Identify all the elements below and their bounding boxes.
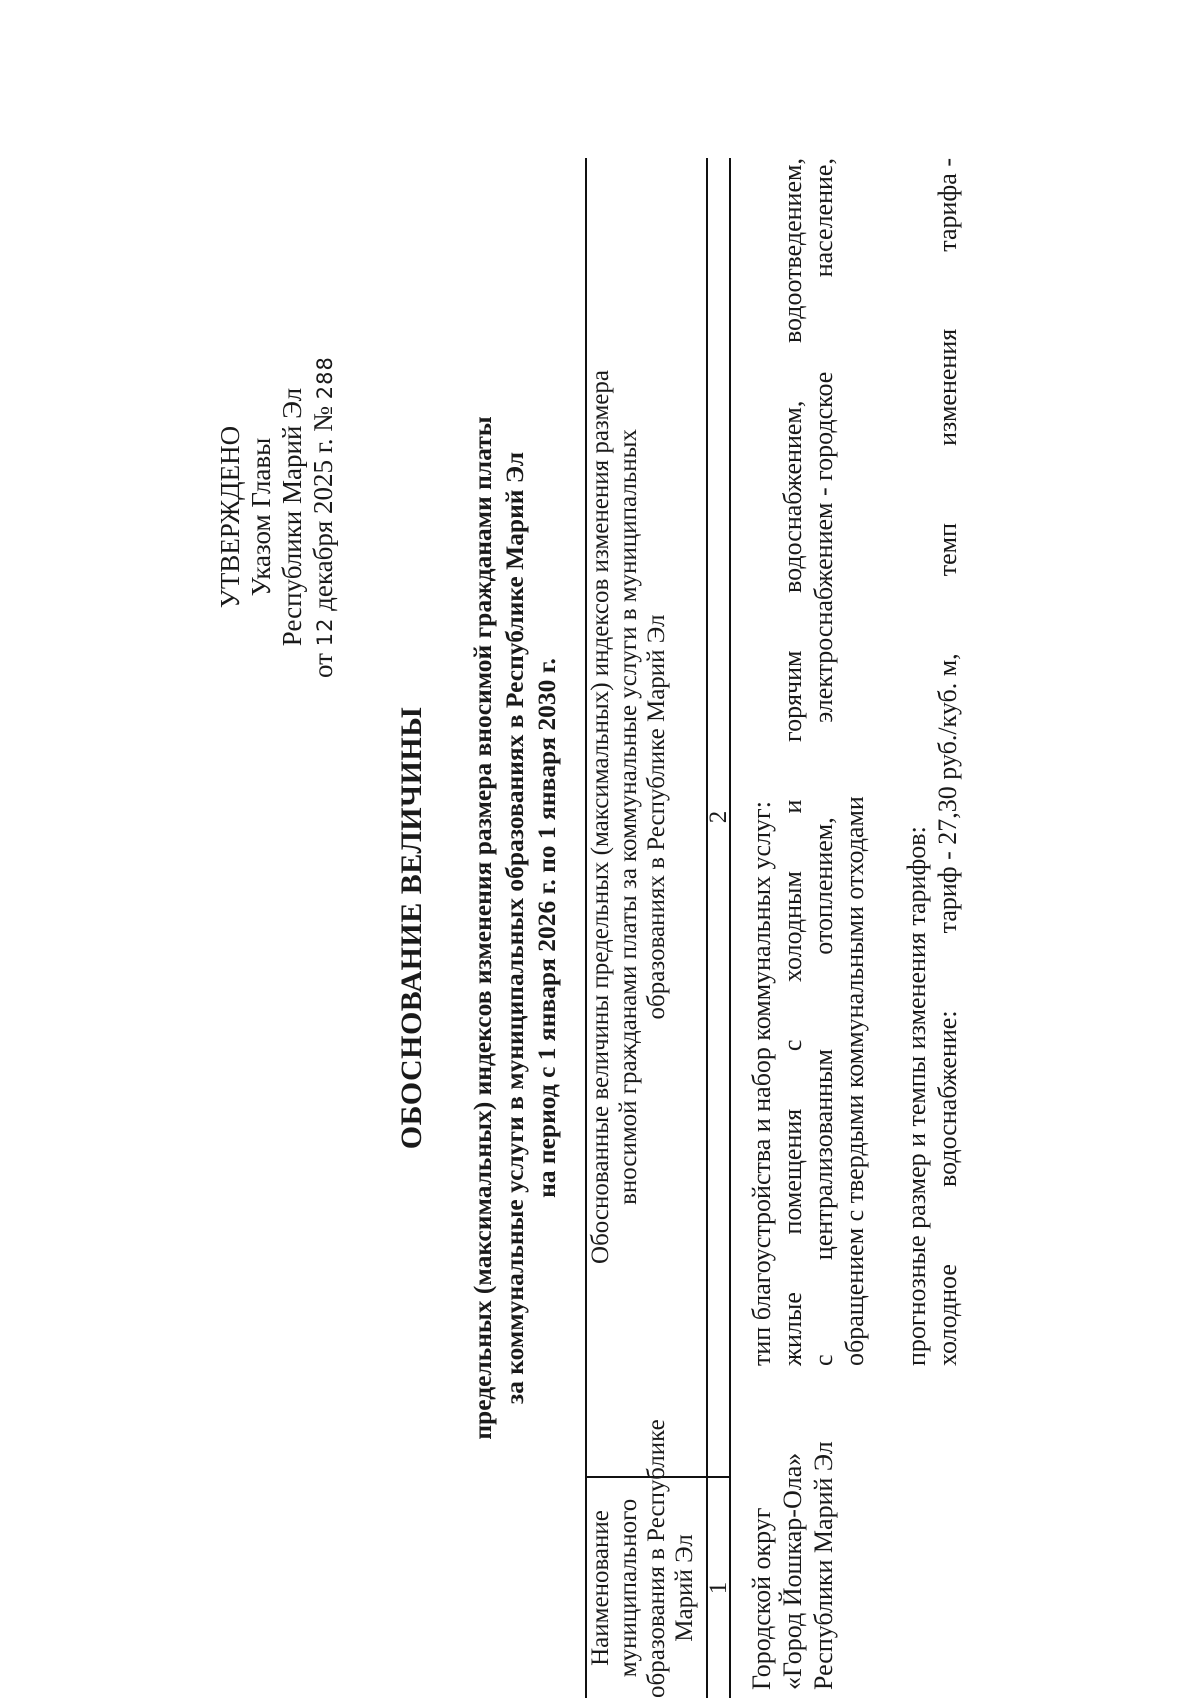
document-subtitle-line-1: предельных (максимальных) индексов изменения размера вносимой гражданами платы [468,416,497,1440]
word: и [778,799,807,814]
col2-header-line: вносимой гражданами платы за коммунальные услуги в муниципальных [615,429,642,1205]
word: население, [809,158,838,278]
word: помещения [778,1108,807,1235]
document-subtitle-line-2: за коммунальные услуги в муниципальных образованиях в Республике Марий Эл [500,451,529,1405]
approval-number: 288 [313,356,337,400]
col1-header-line: образования в Республике [643,1419,670,1698]
col1-header-line: Марий Эл [671,1534,698,1642]
word: горячим [778,650,807,742]
document-title: ОБОСНОВАНИЕ ВЕЛИЧИНЫ [395,706,428,1150]
word: темп [933,522,962,577]
utility-type-heading: тип благоустройства и набор коммунальных услуг: [747,801,776,1366]
municipality-line: Городской округ [747,1507,776,1690]
word: тариф - 27,30 руб./куб. м, [933,653,962,934]
word: централизованным [809,1049,838,1261]
approval-block [215,356,341,678]
word: холодное [933,1264,962,1366]
approval-date-prefix: от [308,653,338,678]
word: водоснабжением, [778,400,807,593]
municipality-name [746,1441,839,1690]
approval-day: 12 [313,617,337,647]
approval-month-year: декабря 2025 г. № [308,405,338,611]
word: жилые [778,1292,807,1366]
word: холодным [778,871,807,983]
approval-date-line [308,356,341,678]
col2-header-line: образованиях в Республике Марий Эл [643,614,670,1020]
table-col1-number: 1 [705,1581,732,1595]
forecast-cold-water-line [932,158,963,1366]
table-col2-number: 2 [705,810,732,824]
table-col2-header [587,158,671,1476]
forecast-heading: прогнозные размер и темпы изменения тарифов: [902,826,931,1366]
word: изменения [933,328,962,446]
document-subtitle-line-3: на период с 1 января 2026 г. по 1 января 2030 г. [532,658,561,1198]
word: водоотведением, [778,158,807,344]
municipality-line: Республики Марий Эл [809,1441,838,1690]
header-table [585,158,731,1698]
table-col1-header [587,1419,699,1698]
word: водоснабжение: [933,1010,962,1187]
word: с [809,1354,838,1366]
utility-type-line-3: обращением с твердыми коммунальными отходами [840,796,869,1366]
approval-decree: Указом Главы [246,437,276,597]
document-page [100,158,962,1698]
col1-header-line: Наименование [587,1510,614,1666]
word: электроснабжением - городское [809,371,838,723]
utility-type-line-1 [777,158,808,1366]
approval-title: УТВЕРЖДЕНО [215,425,245,609]
word: тарифа - [933,158,962,252]
word: отоплением, [809,817,838,955]
approval-republic: Республики Марий Эл [277,387,307,647]
col1-header-line: муниципального [615,1498,642,1678]
col2-header-line: Обоснованные величины предельных (максимальных) индексов изменения размера [587,370,614,1264]
utility-type-line-2 [808,158,839,1366]
municipality-line: «Город Йошкар-Ола» [778,1452,807,1690]
word: с [778,1039,807,1052]
